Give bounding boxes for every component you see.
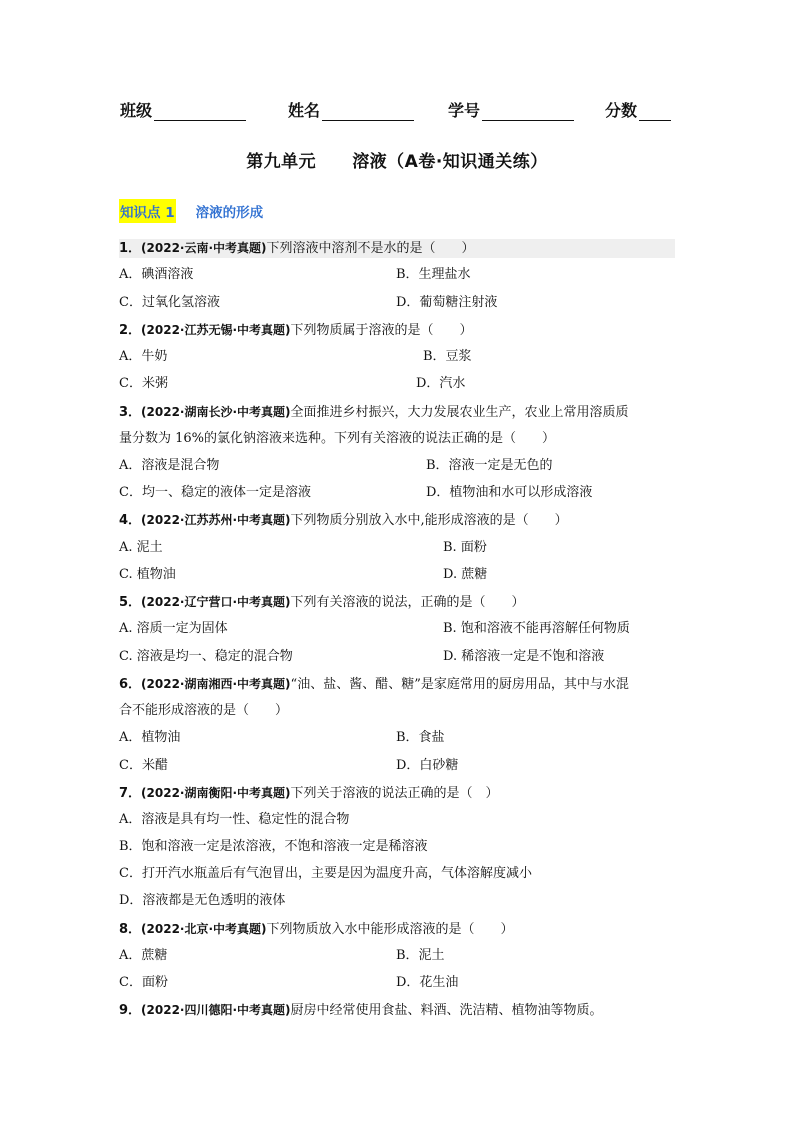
student-id-blank[interactable] bbox=[482, 100, 574, 121]
option-a[interactable]: A．牛奶 bbox=[119, 349, 168, 364]
option-a[interactable]: A．植物油 bbox=[119, 730, 181, 745]
question-stem bbox=[119, 784, 499, 803]
name-field bbox=[288, 98, 414, 121]
question-stem bbox=[119, 920, 514, 939]
option-b[interactable]: B．饱和溶液一定是浓溶液，不饱和溶液一定是稀溶液 bbox=[119, 839, 428, 854]
unit-title bbox=[0, 147, 794, 172]
class-field bbox=[120, 98, 246, 121]
question-stem bbox=[119, 321, 473, 340]
option-d[interactable]: D．溶液都是无色透明的液体 bbox=[119, 893, 286, 908]
question-text: 下列溶液中溶剂不是水的是（ ） bbox=[266, 241, 475, 256]
option-c[interactable]: C．过氧化氢溶液 bbox=[119, 295, 220, 310]
option-a[interactable]: A．溶液是具有均一性、稳定性的混合物 bbox=[119, 812, 350, 827]
option-d[interactable]: D. 稀溶液一定是不饱和溶液 bbox=[443, 649, 605, 664]
option-c[interactable]: C．米粥 bbox=[119, 376, 168, 391]
question-stem bbox=[119, 403, 629, 422]
option-b[interactable]: B．豆浆 bbox=[423, 349, 472, 364]
student-info-row bbox=[120, 98, 675, 124]
knowledge-point-title: 溶液的形成 bbox=[195, 205, 264, 221]
question-number: 4． bbox=[119, 513, 142, 528]
option-c[interactable]: C. 植物油 bbox=[119, 567, 176, 582]
option-a[interactable]: A．蔗糖 bbox=[119, 948, 168, 963]
class-label: 班级 bbox=[120, 101, 153, 120]
question-source: (2022·四川德阳·中考真题) bbox=[141, 1003, 291, 1017]
option-b[interactable]: B．泥土 bbox=[396, 948, 445, 963]
class-blank[interactable] bbox=[154, 100, 246, 121]
option-b[interactable]: B．溶液一定是无色的 bbox=[426, 458, 553, 473]
question-source: (2022·江苏苏州·中考真题) bbox=[141, 513, 291, 527]
question-text: 下列物质放入水中能形成溶液的是（ ） bbox=[266, 922, 514, 937]
question-stem bbox=[119, 593, 525, 612]
option-a[interactable]: A. 溶质一定为固体 bbox=[119, 621, 228, 636]
option-c[interactable]: C．打开汽水瓶盖后有气泡冒出，主要是因为温度升高，气体溶解度减小 bbox=[119, 866, 532, 881]
question-number: 6． bbox=[119, 677, 142, 692]
question-text: 下列物质属于溶液的是（ ） bbox=[290, 323, 473, 338]
question-source: (2022·湖南长沙·中考真题) bbox=[141, 405, 291, 419]
name-blank[interactable] bbox=[322, 100, 414, 121]
question-source: (2022·北京·中考真题) bbox=[141, 922, 267, 936]
knowledge-point-label: 知识点 1 bbox=[119, 199, 176, 223]
option-d[interactable]: D．植物油和水可以形成溶液 bbox=[426, 485, 593, 500]
question-number: 5． bbox=[119, 595, 142, 610]
question-stem bbox=[119, 239, 675, 258]
question-stem bbox=[119, 1001, 603, 1020]
question-source: (2022·湖南湘西·中考真题) bbox=[141, 677, 291, 691]
question-stem bbox=[119, 675, 629, 694]
question-text: “油、盐、酱、醋、糖”是家庭常用的厨房用品，其中与水混 bbox=[290, 677, 629, 692]
question-stem-continued: 合不能形成溶液的是（ ） bbox=[119, 703, 289, 718]
option-d[interactable]: D．白砂糖 bbox=[396, 758, 459, 773]
question-source: (2022·湖南衡阳·中考真题) bbox=[141, 786, 291, 800]
option-c[interactable]: C．米醋 bbox=[119, 758, 168, 773]
question-source: (2022·云南·中考真题) bbox=[141, 241, 267, 255]
option-b[interactable]: B. 饱和溶液不能再溶解任何物质 bbox=[443, 621, 630, 636]
option-d[interactable]: D. 蔗糖 bbox=[443, 567, 488, 582]
option-b[interactable]: B．生理盐水 bbox=[396, 267, 471, 282]
knowledge-point-heading bbox=[119, 198, 263, 224]
option-c[interactable]: C．均一、稳定的液体一定是溶液 bbox=[119, 485, 311, 500]
question-number: 8． bbox=[119, 922, 142, 937]
question-source: (2022·辽宁营口·中考真题) bbox=[141, 595, 291, 609]
question-number: 9． bbox=[119, 1003, 142, 1018]
option-d[interactable]: D．花生油 bbox=[396, 975, 459, 990]
question-text: 下列物质分别放入水中,能形成溶液的是（ ） bbox=[290, 513, 568, 528]
student-id-label: 学号 bbox=[448, 101, 481, 120]
option-b[interactable]: B．食盐 bbox=[396, 730, 445, 745]
option-a[interactable]: A．溶液是混合物 bbox=[119, 458, 220, 473]
score-blank[interactable] bbox=[639, 100, 671, 121]
question-number: 2． bbox=[119, 323, 142, 338]
option-a[interactable]: A．碘酒溶液 bbox=[119, 267, 194, 282]
option-c[interactable]: C. 溶液是均一、稳定的混合物 bbox=[119, 649, 293, 664]
option-b[interactable]: B. 面粉 bbox=[443, 540, 487, 555]
question-text: 全面推进乡村振兴，大力发展农业生产，农业上常用溶质质 bbox=[290, 405, 629, 420]
option-c[interactable]: C．面粉 bbox=[119, 975, 168, 990]
question-stem bbox=[119, 511, 568, 530]
unit-number: 第九单元 bbox=[246, 152, 317, 172]
question-text: 下列有关溶液的说法，正确的是（ ） bbox=[290, 595, 525, 610]
option-a[interactable]: A. 泥土 bbox=[119, 540, 163, 555]
unit-subtitle: 溶液（A卷·知识通关练） bbox=[352, 152, 548, 172]
question-stem-continued: 量分数为 16%的氯化钠溶液来选种。下列有关溶液的说法正确的是（ ） bbox=[119, 431, 556, 446]
score-field bbox=[605, 98, 671, 121]
name-label: 姓名 bbox=[288, 101, 321, 120]
question-text: 厨房中经常使用食盐、料酒、洗洁精、植物油等物质。 bbox=[290, 1003, 603, 1018]
score-label: 分数 bbox=[605, 101, 638, 120]
question-source: (2022·江苏无锡·中考真题) bbox=[141, 323, 291, 337]
option-d[interactable]: D．葡萄糖注射液 bbox=[396, 295, 498, 310]
question-number: 7． bbox=[119, 786, 142, 801]
student-id-field bbox=[448, 98, 574, 121]
option-d[interactable]: D．汽水 bbox=[416, 376, 466, 391]
question-number: 3． bbox=[119, 405, 142, 420]
question-text: 下列关于溶液的说法正确的是（ ） bbox=[290, 786, 499, 801]
question-number: 1． bbox=[119, 241, 142, 256]
